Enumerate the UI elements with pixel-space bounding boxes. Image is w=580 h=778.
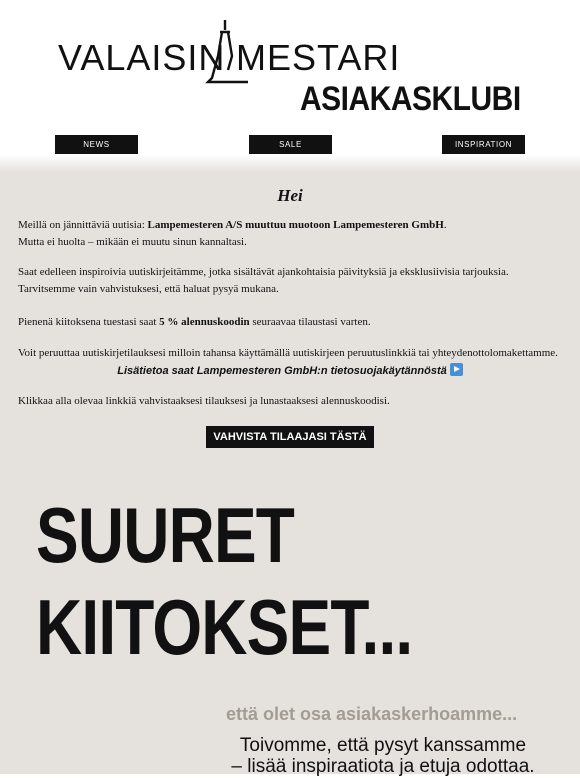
- p1-prefix: Meillä on jännittäviä uutisia:: [18, 219, 148, 231]
- email-body: [0, 165, 580, 777]
- nav-sale-button[interactable]: SALE: [249, 135, 332, 154]
- banner-subtitle: että olet osa asiakaskerhoamme...: [226, 704, 518, 724]
- paragraph-discount: [18, 314, 371, 331]
- paragraph-news: [18, 217, 447, 251]
- p2-line2: Tarvitsemme vain vahvistuksesi, että haluat pysyä mukana.: [18, 283, 279, 295]
- play-button-icon[interactable]: [450, 363, 463, 376]
- p3-prefix: Pienenä kiitoksena tuestasi saat: [18, 316, 160, 328]
- banner-line1: SUURET: [36, 491, 295, 579]
- paragraph-confirm: Klikkaa alla olevaa linkkiä vahvistaaksesi tilauksesi ja lunastaaksesi alennuskoodisi.: [18, 395, 390, 407]
- paragraph-newsletter: [18, 264, 509, 298]
- main-nav: [0, 135, 580, 154]
- p1-bold: Lampemesteren A/S muuttuu muotoon Lampemesteren GmbH: [147, 219, 444, 231]
- p3-bold: 5 % alennuskoodin: [159, 316, 250, 328]
- nav-inspiration-button[interactable]: INSPIRATION: [442, 135, 525, 154]
- privacy-link-text[interactable]: Lisätietoa saat Lampemesteren GmbH:n tietosuojakäytännöstä: [117, 365, 447, 377]
- p2-line1: Saat edelleen inspiroivia uutiskirjeitämme, jotka sisältävät ajankohtaisia päivityksiä ja eksklusiivisia tarjouksia.: [18, 266, 509, 278]
- p3-suffix: seuraavaa tilaustasi varten.: [249, 316, 371, 328]
- banner-text-line1: Toivomme, että pysyt kanssamme: [239, 735, 527, 756]
- nav-news-button[interactable]: NEWS: [55, 135, 138, 154]
- privacy-policy-link[interactable]: [0, 363, 580, 377]
- greeting: Hei: [277, 186, 303, 205]
- p1-line2: Mutta ei huolta – mikään ei muutu sinun kannaltasi.: [18, 236, 247, 248]
- header-shadow: [0, 155, 580, 173]
- banner-line2: KIITOKSET...: [36, 583, 413, 671]
- p1-suffix: .: [443, 219, 447, 231]
- confirm-subscription-button[interactable]: VAHVISTA TILAAJASI TÄSTÄ: [206, 426, 374, 448]
- banner-text-line2: – lisää inspiraatiota ja etuja odottaa.: [231, 756, 535, 777]
- email-header: [0, 0, 580, 165]
- logo-text-left: VALAISIN: [58, 37, 226, 78]
- club-title: ASIAKASKLUBI: [300, 80, 521, 118]
- paragraph-unsubscribe: Voit peruuttaa uutiskirjetilauksesi milloin tahansa käyttämällä uutiskirjeen peruutuslinkkiä tai yhteydenottolomakettamme.: [18, 347, 558, 359]
- logo-text-right: MESTARI: [236, 37, 401, 78]
